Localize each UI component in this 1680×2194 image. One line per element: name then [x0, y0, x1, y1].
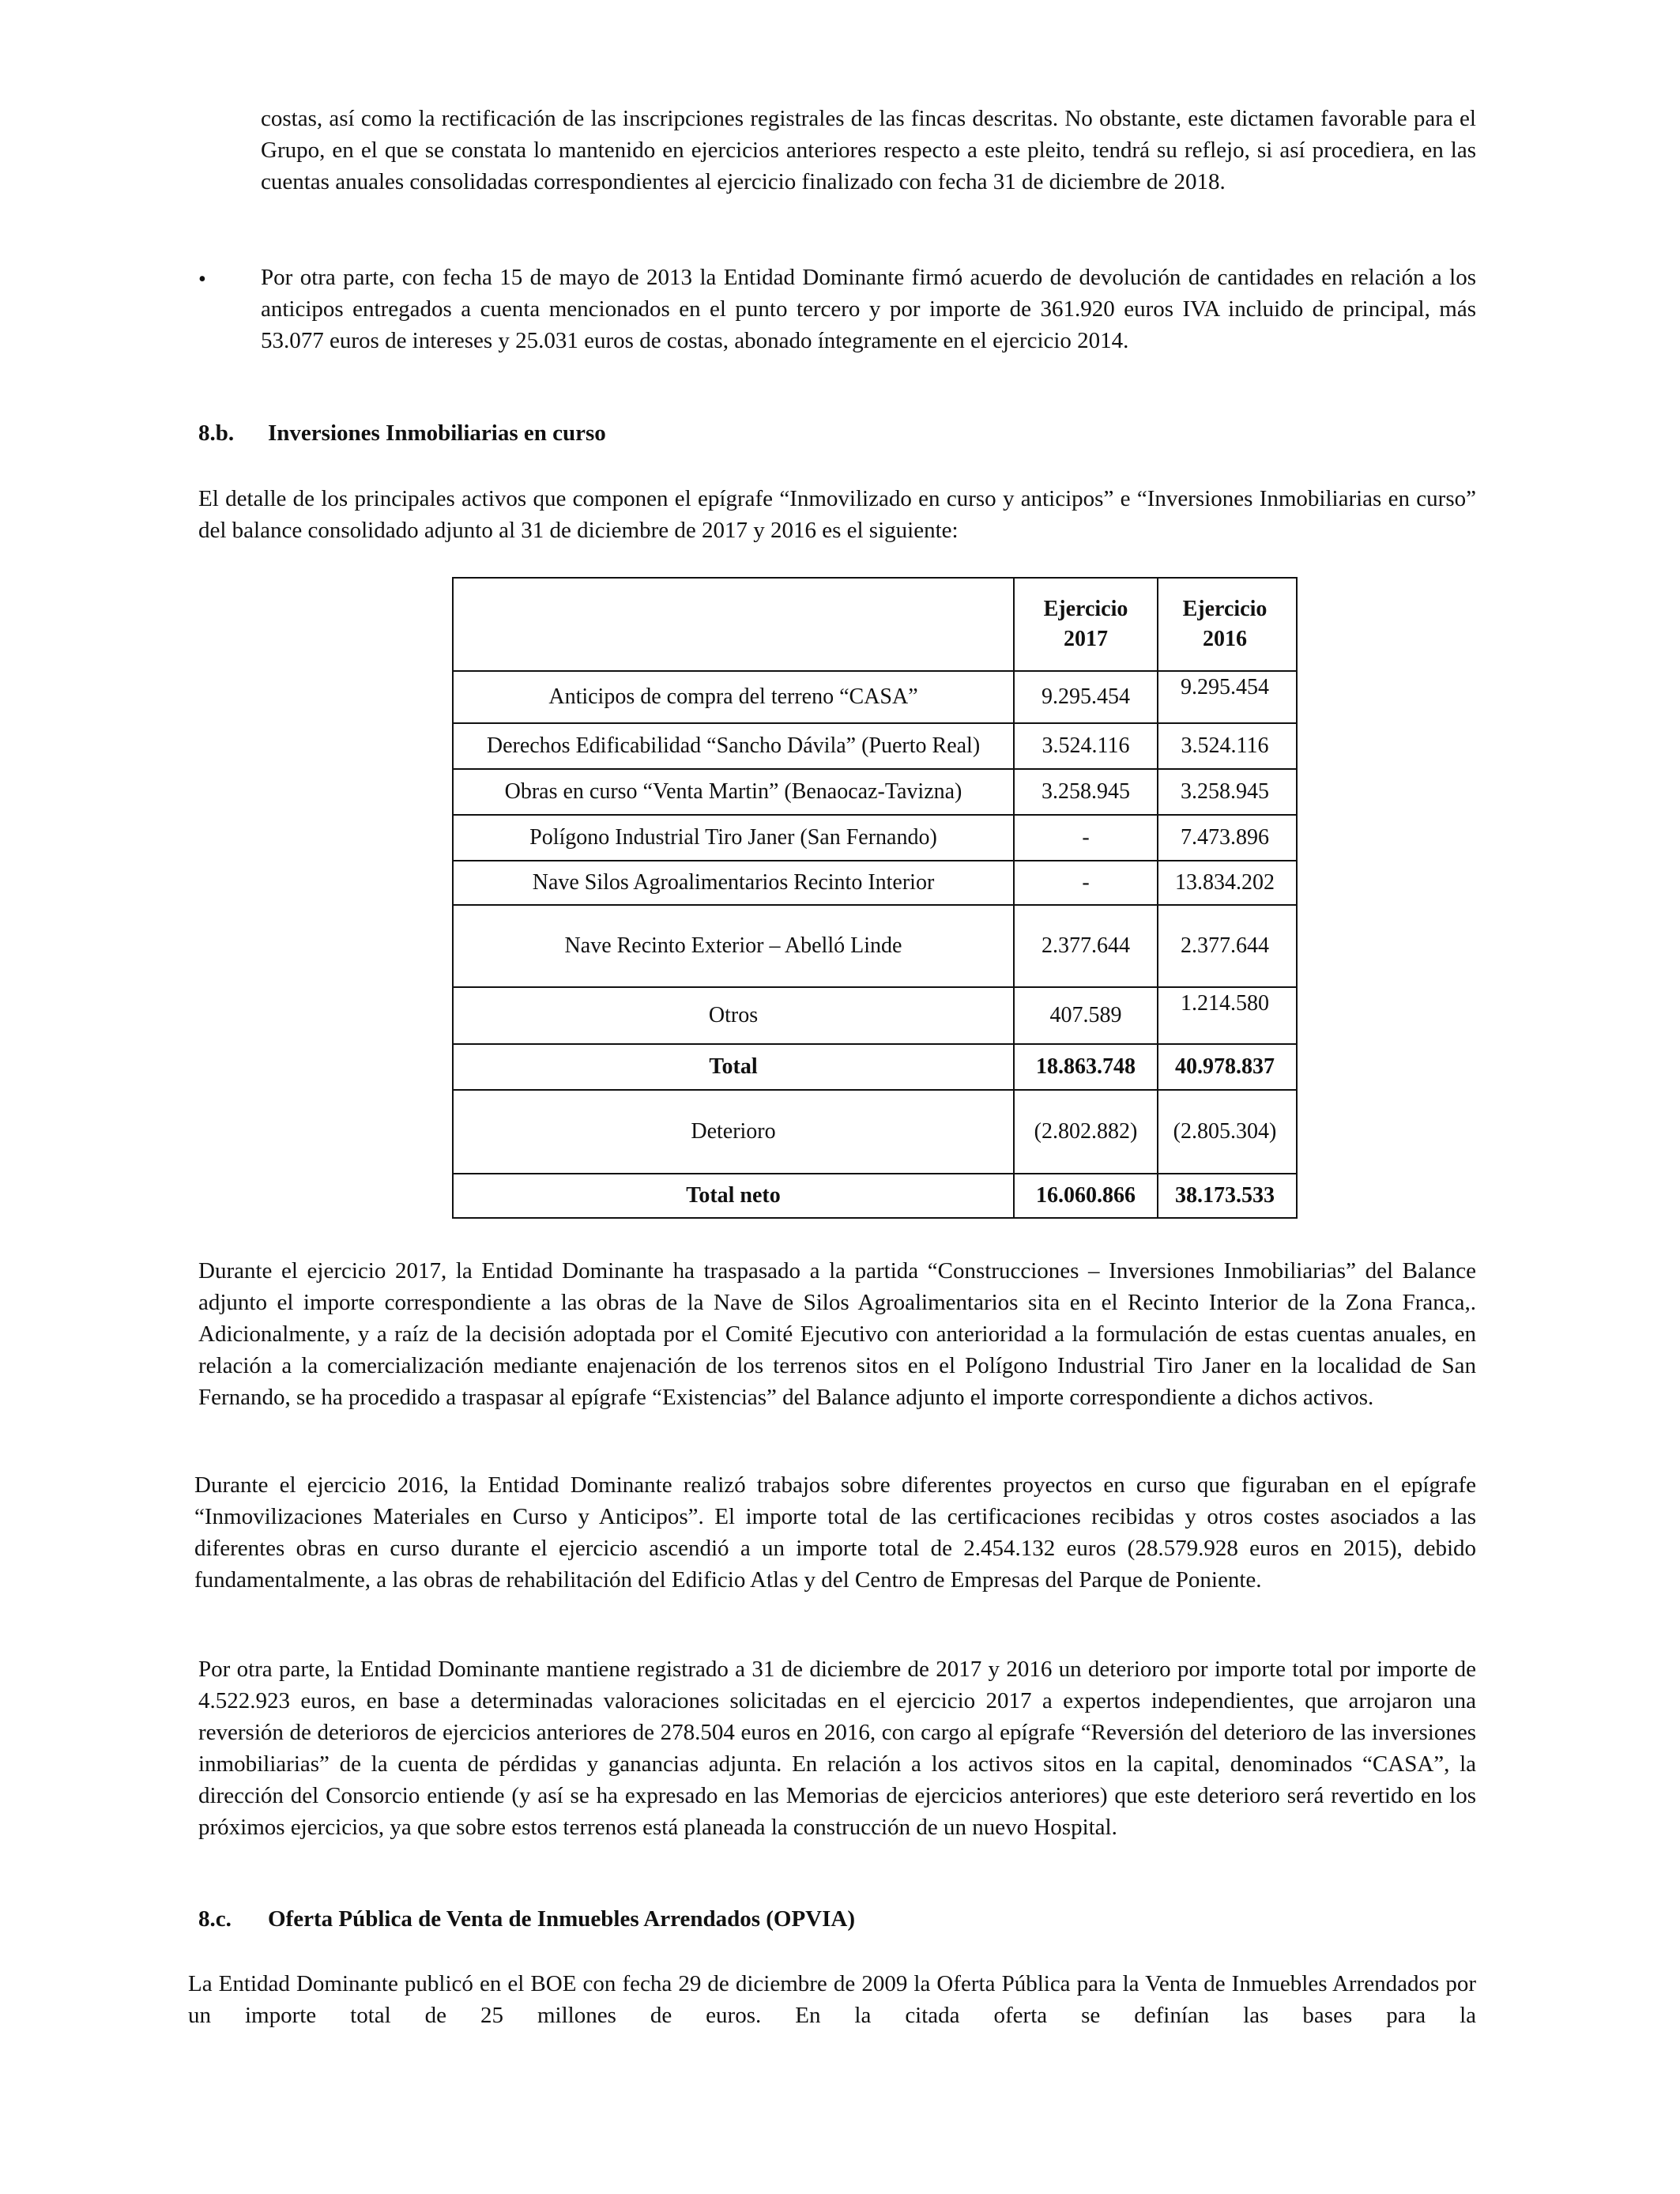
header-2017-line1: Ejercicio — [1043, 597, 1128, 621]
row-value-2017: - — [1014, 861, 1158, 905]
row-value-2017: 18.863.748 — [1014, 1044, 1158, 1090]
row-value-2016: 40.978.837 — [1158, 1044, 1297, 1090]
row-value-2016: 9.295.454 — [1158, 671, 1297, 723]
table-row — [453, 987, 1297, 1044]
section-b-intro-paragraph: El detalle de los principales activos que componen el epígrafe “Inmovilizado en curso y anticipos” e “Inversiones Inmobiliarias en curso” del balance consolidado adjunto al 31 de diciembre de 2017 y 2016 es el siguiente: — [198, 486, 1476, 543]
row-value-2017: 2.377.644 — [1014, 905, 1158, 987]
row-value-2016: 1.214.580 — [1158, 987, 1297, 1044]
row-label: Polígono Industrial Tiro Janer (San Fernando) — [453, 815, 1014, 861]
investments-table — [452, 577, 1298, 1219]
row-value-2016: (2.805.304) — [1158, 1090, 1297, 1174]
row-value-2016: 2.377.644 — [1158, 905, 1297, 987]
bullet-paragraph: Por otra parte, con fecha 15 de mayo de 2013 la Entidad Dominante firmó acuerdo de devolución de cantidades en relación a los anticipos entregados a cuenta mencionados en el punto tercero y por importe de 361.920 euros IVA incluido de principal, más 53.077 euros de intereses y 25.031 euros de costas, abonado íntegramente en el ejercicio 2014. — [261, 265, 1476, 353]
row-value-2017: 3.524.116 — [1014, 723, 1158, 769]
row-label: Otros — [453, 987, 1014, 1044]
table-row-total-net — [453, 1174, 1297, 1218]
header-2017 — [1014, 578, 1158, 671]
header-2016 — [1158, 578, 1297, 671]
table-row-total — [453, 1044, 1297, 1090]
row-value-2016: 3.524.116 — [1158, 723, 1297, 769]
table-row — [453, 815, 1297, 861]
table-row — [453, 905, 1297, 987]
row-value-2017: 3.258.945 — [1014, 769, 1158, 815]
intro-continuation-paragraph: costas, así como la rectificación de las inscripciones registrales de las fincas descritas. No obstante, este dictamen favorable para el Grupo, en el que se constata lo mantenido en ejercicios anteriores respecto a este pleito, tendrá su reflejo, si así procediera, en las cuentas anuales consolidadas correspondientes al ejercicio finalizado con fecha 31 de diciembre de 2018. — [261, 106, 1476, 194]
row-value-2016: 38.173.533 — [1158, 1174, 1297, 1218]
row-label: Anticipos de compra del terreno “CASA” — [453, 671, 1014, 723]
table-row — [453, 723, 1297, 769]
section-c-paragraph: La Entidad Dominante publicó en el BOE con fecha 29 de diciembre de 2009 la Oferta Pública para la Venta de Inmuebles Arrendados por un importe total de 25 millones de euros. En la citada oferta se definían las bases para la — [188, 1971, 1476, 2028]
row-value-2016: 7.473.896 — [1158, 815, 1297, 861]
header-2016-line1: Ejercicio — [1182, 597, 1268, 621]
section-b-paragraph-3: Por otra parte, la Entidad Dominante mantiene registrado a 31 de diciembre de 2017 y 2016 un deterioro por importe total por importe de 4.522.923 euros, en base a determinadas valoraciones solicitadas en el ejercicio 2017 a expertos independientes, que arrojaron una reversión de deterioros de ejercicios anteriores de 278.504 euros en 2016, con cargo al epígrafe “Reversión del deterioro de las inversiones inmobiliarias” de la cuenta de pérdidas y ganancias adjunta. En relación a los activos sitos en la capital, denominados “CASA”, la dirección del Consorcio entiende (y así se ha expresado en las Memorias de ejercicios anteriores) que este deterioro será revertido en los próximos ejercicios, ya que sobre estos terrenos está planeada la construcción de un nuevo Hospital. — [198, 1657, 1476, 1840]
row-value-2017: 16.060.866 — [1014, 1174, 1158, 1218]
section-c-heading — [198, 1903, 855, 1935]
row-label: Total neto — [453, 1174, 1014, 1218]
table-row — [453, 861, 1297, 905]
section-c-title: Oferta Pública de Venta de Inmuebles Arrendados (OPVIA) — [268, 1906, 856, 1932]
section-c-number: 8.c. — [198, 1906, 232, 1932]
table-header-row — [453, 578, 1297, 671]
table-row — [453, 769, 1297, 815]
header-2017-line2: 2017 — [1064, 627, 1108, 651]
row-value-2016: 13.834.202 — [1158, 861, 1297, 905]
bullet-point: • — [198, 267, 206, 292]
row-value-2016: 3.258.945 — [1158, 769, 1297, 815]
row-value-2017: - — [1014, 815, 1158, 861]
row-label: Derechos Edificabilidad “Sancho Dávila” (Puerto Real) — [453, 723, 1014, 769]
section-b-title: Inversiones Inmobiliarias en curso — [268, 420, 606, 446]
row-label: Total — [453, 1044, 1014, 1090]
table-row — [453, 1090, 1297, 1174]
table-header-blank — [453, 578, 1014, 671]
row-value-2017: 407.589 — [1014, 987, 1158, 1044]
row-label: Obras en curso “Venta Martin” (Benaocaz-Tavizna) — [453, 769, 1014, 815]
row-label: Nave Silos Agroalimentarios Recinto Interior — [453, 861, 1014, 905]
section-b-heading — [198, 417, 606, 449]
header-2016-line2: 2016 — [1203, 627, 1247, 651]
row-label: Deterioro — [453, 1090, 1014, 1174]
row-value-2017: (2.802.882) — [1014, 1090, 1158, 1174]
section-b-number: 8.b. — [198, 420, 235, 446]
row-value-2017: 9.295.454 — [1014, 671, 1158, 723]
section-b-paragraph-2: Durante el ejercicio 2016, la Entidad Dominante realizó trabajos sobre diferentes proyectos en curso que figuraban en el epígrafe “Inmovilizaciones Materiales en Curso y Anticipos”. El importe total de las certificaciones recibidas y otros costes asociados a las diferentes obras en curso durante el ejercicio ascendió a un importe total de 2.454.132 euros (28.579.928 euros en 2015), debido fundamentalmente, a las obras de rehabilitación del Edificio Atlas y del Centro de Empresas del Parque de Poniente. — [194, 1472, 1476, 1593]
table-row — [453, 671, 1297, 723]
row-label: Nave Recinto Exterior – Abelló Linde — [453, 905, 1014, 987]
section-b-paragraph-1: Durante el ejercicio 2017, la Entidad Dominante ha traspasado a la partida “Construcciones – Inversiones Inmobiliarias” del Balance adjunto el importe correspondiente a las obras de la Nave de Silos Agroalimentarios sita en el Recinto Interior de la Zona Franca,. Adicionalmente, y a raíz de la decisión adoptada por el Comité Ejecutivo con anterioridad a la formulación de estas cuentas anuales, en relación a la comercialización mediante enajenación de los terrenos sitos en el Polígono Industrial Tiro Janer en la localidad de San Fernando, se ha procedido a traspasar al epígrafe “Existencias” del Balance adjunto el importe correspondiente a dichos activos. — [198, 1258, 1476, 1410]
